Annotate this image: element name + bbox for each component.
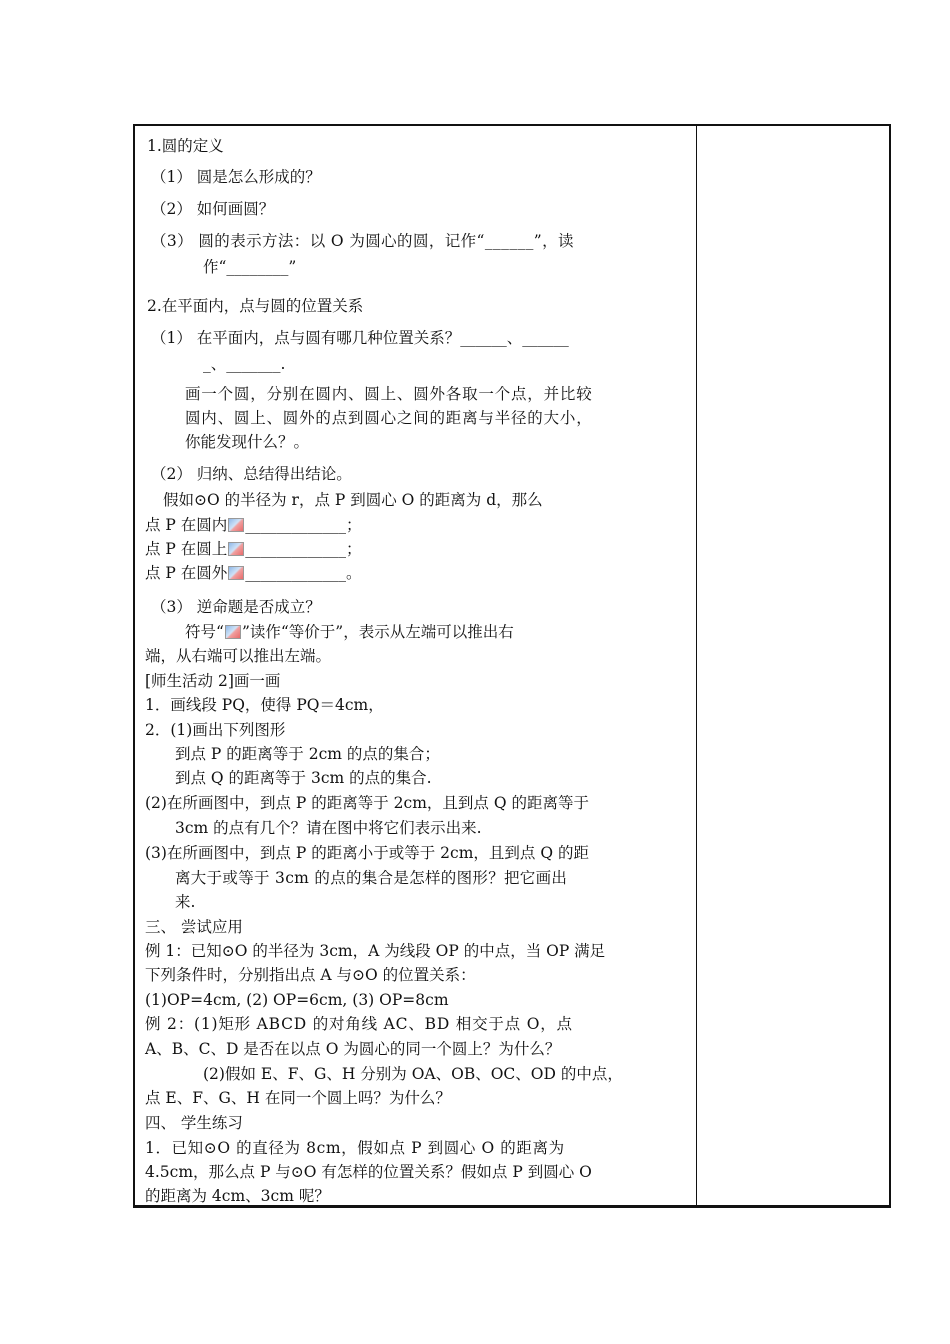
text-line: （1） 圆是怎么形成的？ — [151, 168, 321, 186]
text-line: 画一个圆，分别在圆内、圆上、圆外各取一个点，并比较 — [185, 385, 593, 403]
text-line: 4.5cm，那么点 P 与⊙O 有怎样的位置关系？假如点 P 到圆心 O — [145, 1163, 592, 1181]
text-line: 端，从右端可以推出左端。 — [145, 647, 332, 665]
text-line: 下列条件时，分别指出点 A 与⊙O 的位置关系： — [145, 966, 476, 984]
text-line: (1)OP=4cm, (2) OP=6cm, (3) OP=8cm — [145, 991, 449, 1009]
equivalence-symbol-icon — [225, 625, 241, 639]
text-line: （1） 在平面内，点与圆有哪几种位置关系？______、______ — [151, 329, 569, 347]
conclusion-on: 点 P 在圆上 _____________； — [145, 540, 362, 558]
conclusion-outside: 点 P 在圆外 _____________。 — [145, 564, 362, 582]
text-line: (2)在所画图中，到点 P 的距离等于 2cm，且到点 Q 的距离等于 — [145, 794, 589, 812]
heading-student-practice: 四、 学生练习 — [145, 1114, 243, 1132]
text-line: _、_______. — [203, 355, 286, 373]
heading-point-circle-position: 2.在平面内，点与圆的位置关系 — [147, 297, 364, 315]
text-line: 你能发现什么？。 — [185, 433, 310, 451]
text-line: 2．(1)画出下列图形 — [145, 721, 286, 739]
text-line: 来. — [175, 893, 196, 911]
symbol-explanation: 符号“ ”读作“等价于”，表示从左端可以推出右 — [185, 623, 514, 641]
text-line: 3cm 的点有几个？请在图中将它们表示出来. — [175, 819, 482, 837]
conclusion-inside: 点 P 在圆内 _____________； — [145, 516, 362, 534]
text-line: 离大于或等于 3cm 的点的集合是怎样的图形？把它画出 — [175, 869, 568, 887]
text-line: （2） 如何画圆？ — [151, 200, 275, 218]
text-line: 圆内、圆上、圆外的点到圆心之间的距离与半径的大小， — [185, 409, 593, 427]
text-line: （3） 逆命题是否成立？ — [151, 598, 321, 616]
text-line: A、B、C、D 是否在以点 O 为圆心的同一个圆上？为什么？ — [145, 1040, 561, 1058]
lesson-table — [133, 124, 891, 1208]
text-line: 例 1：已知⊙O 的半径为 3cm，A 为线段 OP 的中点，当 OP 满足 — [145, 942, 606, 960]
text-line: 1．已知⊙O 的直径为 8cm，假如点 P 到圆心 O 的距离为 — [145, 1139, 565, 1157]
text-line: 到点 P 的距离等于 2cm 的点的集合； — [175, 745, 440, 763]
text-line: 到点 Q 的距离等于 3cm 的点的集合. — [175, 769, 432, 787]
heading-try-apply: 三、 尝试应用 — [145, 918, 243, 936]
text-line: (3)在所画图中，到点 P 的距离小于或等于 2cm，且到点 Q 的距 — [145, 844, 589, 862]
text-line: 1．画线段 PQ，使得 PQ＝4cm， — [145, 696, 384, 714]
text-line: 假如⊙O 的半径为 r，点 P 到圆心 O 的距离为 d，那么 — [163, 491, 543, 509]
column-divider — [696, 126, 697, 1206]
text-line: 作“________” — [203, 258, 297, 276]
equivalence-symbol-icon — [228, 566, 244, 580]
text-line: （3） 圆的表示方法：以 O 为圆心的圆，记作“______”，读 — [151, 232, 574, 250]
heading-activity-draw: [师生活动 2]画一画 — [145, 672, 281, 690]
equivalence-symbol-icon — [228, 518, 244, 532]
text-line: 点 E、F、G、H 在同一个圆上吗？为什么？ — [145, 1089, 451, 1107]
text-line: 例 2：(1)矩形 ABCD 的对角线 AC、BD 相交于点 O，点 — [145, 1015, 573, 1033]
text-line: (2)假如 E、F、G、H 分别为 OA、OB、OC、OD 的中点， — [203, 1065, 623, 1083]
heading-circle-definition: 1.圆的定义 — [147, 137, 224, 155]
text-line: （2） 归纳、总结得出结论。 — [151, 465, 352, 483]
text-line: 的距离为 4cm、3cm 呢？ — [145, 1187, 330, 1205]
equivalence-symbol-icon — [228, 542, 244, 556]
